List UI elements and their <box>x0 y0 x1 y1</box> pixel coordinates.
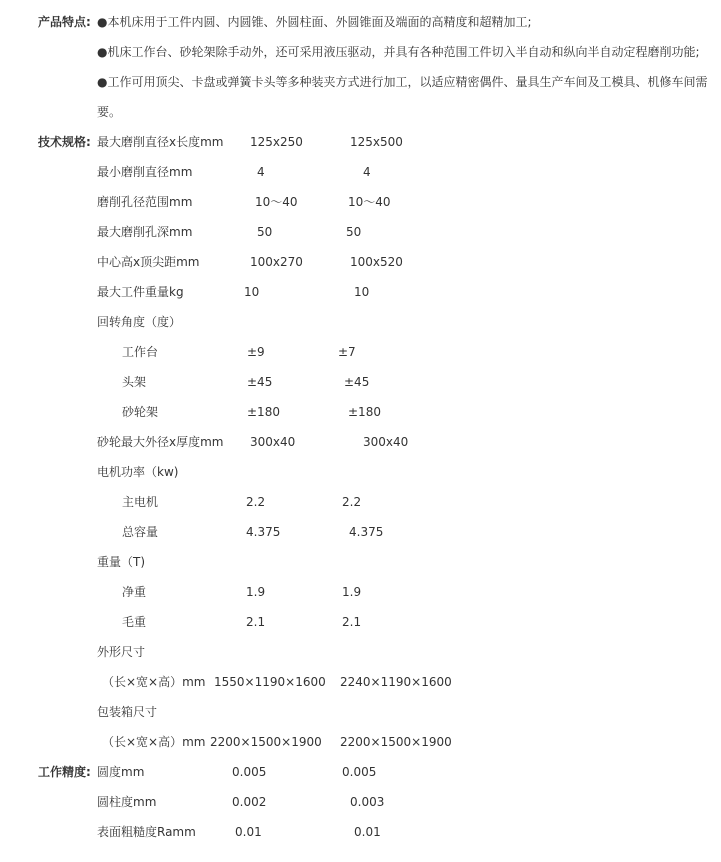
precision-value-2: 0.003 <box>350 795 385 809</box>
spec-group-heading: 外形尺寸 <box>97 645 146 659</box>
spec-value-1: 2200×1500×1900 <box>210 735 322 749</box>
spec-name: 工作台 <box>122 345 159 359</box>
feature-text: ●工作可用顶尖、卡盘或弹簧卡头等多种装夹方式进行加工，以适应精密偶件、量具生产车间及工模具、机修车间需 <box>97 75 708 89</box>
feature-text: ●机床工作台、砂轮架除手动外，还可采用液压驱动，并具有各种范围工件切入半自动和纵向半自动定程磨削功能; <box>97 45 700 59</box>
spec-value-2: ±45 <box>344 375 370 389</box>
spec-value-1: 125x250 <box>250 135 303 149</box>
precision-name: 圆度mm <box>97 765 145 779</box>
spec-group-heading: 电机功率（kw) <box>97 465 179 479</box>
spec-value-1: 50 <box>257 225 273 239</box>
spec-value-1: 10 <box>244 285 260 299</box>
spec-name: 中心高x顶尖距mm <box>97 255 200 269</box>
precision-name: 表面粗糙度Ramm <box>97 825 196 839</box>
spec-name: 砂轮架 <box>122 405 159 419</box>
spec-value-1: 4 <box>257 165 265 179</box>
spec-value-2: ±7 <box>338 345 356 359</box>
spec-name: 最大磨削孔深mm <box>97 225 193 239</box>
spec-value-2: 10～40 <box>348 195 391 209</box>
spec-value-1: 300x40 <box>250 435 296 449</box>
spec-value-1: ±9 <box>247 345 265 359</box>
features-label: 产品特点: <box>38 15 91 29</box>
spec-value-2: ±180 <box>348 405 381 419</box>
spec-name: 净重 <box>122 585 147 599</box>
spec-group-heading: 包装箱尺寸 <box>97 705 158 719</box>
spec-name: 最小磨削直径mm <box>97 165 193 179</box>
spec-value-2: 100x520 <box>350 255 403 269</box>
spec-name: 主电机 <box>122 495 159 509</box>
spec-name: 最大工件重量kg <box>97 285 184 299</box>
spec-value-2: 50 <box>346 225 362 239</box>
precision-value-2: 0.01 <box>354 825 381 839</box>
spec-value-2: 2.2 <box>342 495 362 509</box>
spec-value-2: 2200×1500×1900 <box>340 735 452 749</box>
spec-name: 总容量 <box>122 525 159 539</box>
spec-value-1: 10～40 <box>255 195 298 209</box>
spec-name: 砂轮最大外径x厚度mm <box>97 435 224 449</box>
spec-name: （长×宽×高）mm <box>102 735 206 749</box>
spec-value-2: 300x40 <box>363 435 409 449</box>
spec-value-1: ±45 <box>247 375 273 389</box>
spec-value-1: 100x270 <box>250 255 303 269</box>
spec-name: 最大磨削直径x长度mm <box>97 135 224 149</box>
spec-name: 毛重 <box>122 615 147 629</box>
spec-name: 头架 <box>122 375 147 389</box>
spec-name: （长×宽×高）mm <box>102 675 206 689</box>
spec-value-2: 10 <box>354 285 370 299</box>
spec-value-2: 2.1 <box>342 615 362 629</box>
precision-value-1: 0.002 <box>232 795 267 809</box>
spec-group-heading: 回转角度（度） <box>97 315 182 329</box>
spec-value-1: 1550×1190×1600 <box>214 675 326 689</box>
spec-value-2: 1.9 <box>342 585 362 599</box>
precision-name: 圆柱度mm <box>97 795 157 809</box>
spec-name: 磨削孔径范围mm <box>97 195 193 209</box>
spec-value-2: 125x500 <box>350 135 403 149</box>
specs-label: 技术规格: <box>38 135 91 149</box>
feature-text: ●本机床用于工件内圆、内圆锥、外圆柱面、外圆锥面及端面的高精度和超精加工; <box>97 15 532 29</box>
feature-text: 要。 <box>97 105 122 119</box>
spec-value-1: 2.2 <box>246 495 266 509</box>
spec-value-2: 4 <box>363 165 371 179</box>
spec-group-heading: 重量（T) <box>97 555 146 569</box>
precision-value-1: 0.01 <box>235 825 262 839</box>
spec-value-1: 4.375 <box>246 525 281 539</box>
spec-value-2: 4.375 <box>349 525 384 539</box>
spec-value-1: 1.9 <box>246 585 266 599</box>
spec-value-2: 2240×1190×1600 <box>340 675 452 689</box>
precision-value-1: 0.005 <box>232 765 267 779</box>
spec-value-1: 2.1 <box>246 615 266 629</box>
precision-label: 工作精度: <box>38 765 91 779</box>
spec-value-1: ±180 <box>247 405 280 419</box>
precision-value-2: 0.005 <box>342 765 377 779</box>
